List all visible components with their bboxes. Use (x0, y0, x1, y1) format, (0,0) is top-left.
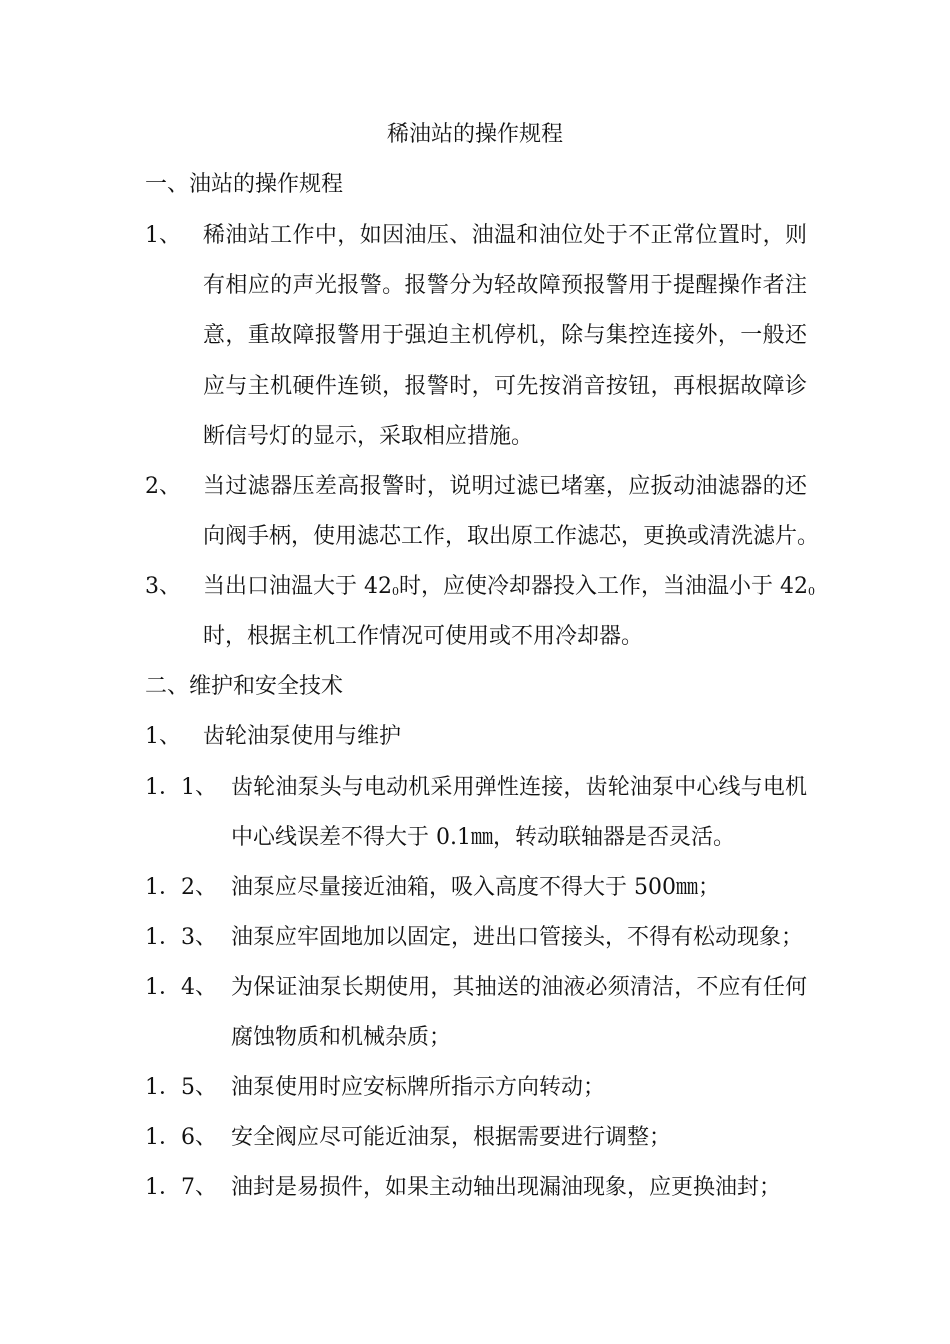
paragraph-line: 油泵使用时应安标牌所指示方向转动； (231, 1075, 606, 1100)
item-number: 1．4、 (145, 975, 217, 1000)
degree-mark: 0 (392, 585, 399, 598)
item-number: 1．7、 (145, 1175, 217, 1200)
paragraph-line: 稀油站工作中，如因油压、油温和油位处于不正常位置时，则 (203, 223, 807, 248)
item-number: 1．2、 (145, 875, 217, 900)
paragraph-line: 为保证油泵长期使用，其抽送的油液必须清洁，不应有任何 (231, 975, 807, 1000)
section-heading-2: 二、维护和安全技术 (145, 674, 344, 699)
paragraph-line: 齿轮油泵头与电动机采用弹性连接，齿轮油泵中心线与电机 (231, 775, 807, 800)
paragraph-line: 油泵应牢固地加以固定，进出口管接头，不得有松动现象； (231, 925, 804, 950)
paragraph-line: 腐蚀物质和机械杂质； (231, 1025, 452, 1050)
item-number: 1．6、 (145, 1125, 217, 1150)
paragraph-line: 应与主机硬件连锁，报警时，可先按消音按钮，再根据故障诊 (203, 374, 807, 399)
subsection-heading: 齿轮油泵使用与维护 (203, 724, 402, 749)
item-number: 1．3、 (145, 925, 217, 950)
text-segment: 当出口油温大于 42 (203, 574, 392, 599)
paragraph-line: 向阀手柄，使用滤芯工作，取出原工作滤芯，更换或清洗滤片。 (203, 524, 820, 549)
paragraph-line: 油泵应尽量接近油箱，吸入高度不得大于 500㎜； (231, 875, 720, 900)
text-segment: 时，应使冷却器投入工作，当油温小于 42 (399, 574, 808, 599)
degree-mark: 0 (808, 585, 815, 598)
item-number: 1．5、 (145, 1075, 217, 1100)
paragraph-line (203, 572, 815, 607)
item-number: 2、 (145, 474, 181, 499)
section-heading-1: 一、油站的操作规程 (145, 172, 344, 197)
paragraph-line: 安全阀应尽可能近油泵，根据需要进行调整； (231, 1125, 672, 1150)
paragraph-line: 意，重故障报警用于强迫主机停机，除与集控连接外，一般还 (203, 323, 807, 348)
paragraph-line: 断信号灯的显示，采取相应措施。 (203, 424, 534, 449)
document-title: 稀油站的操作规程 (386, 122, 563, 147)
paragraph-line: 当过滤器压差高报警时，说明过滤已堵塞，应扳动油滤器的还 (203, 474, 807, 499)
item-number: 3、 (145, 574, 181, 599)
subsection-number: 1、 (145, 724, 181, 749)
paragraph-line: 油封是易损件，如果主动轴出现漏油现象，应更换油封； (231, 1175, 782, 1200)
paragraph-line: 有相应的声光报警。报警分为轻故障预报警用于提醒操作者注 (203, 273, 807, 298)
paragraph-line: 时，根据主机工作情况可使用或不用冷却器。 (203, 624, 644, 649)
item-number: 1．1、 (145, 775, 217, 800)
paragraph-line: 中心线误差不得大于 0.1㎜，转动联轴器是否灵活。 (231, 825, 735, 850)
item-number: 1、 (145, 223, 181, 248)
